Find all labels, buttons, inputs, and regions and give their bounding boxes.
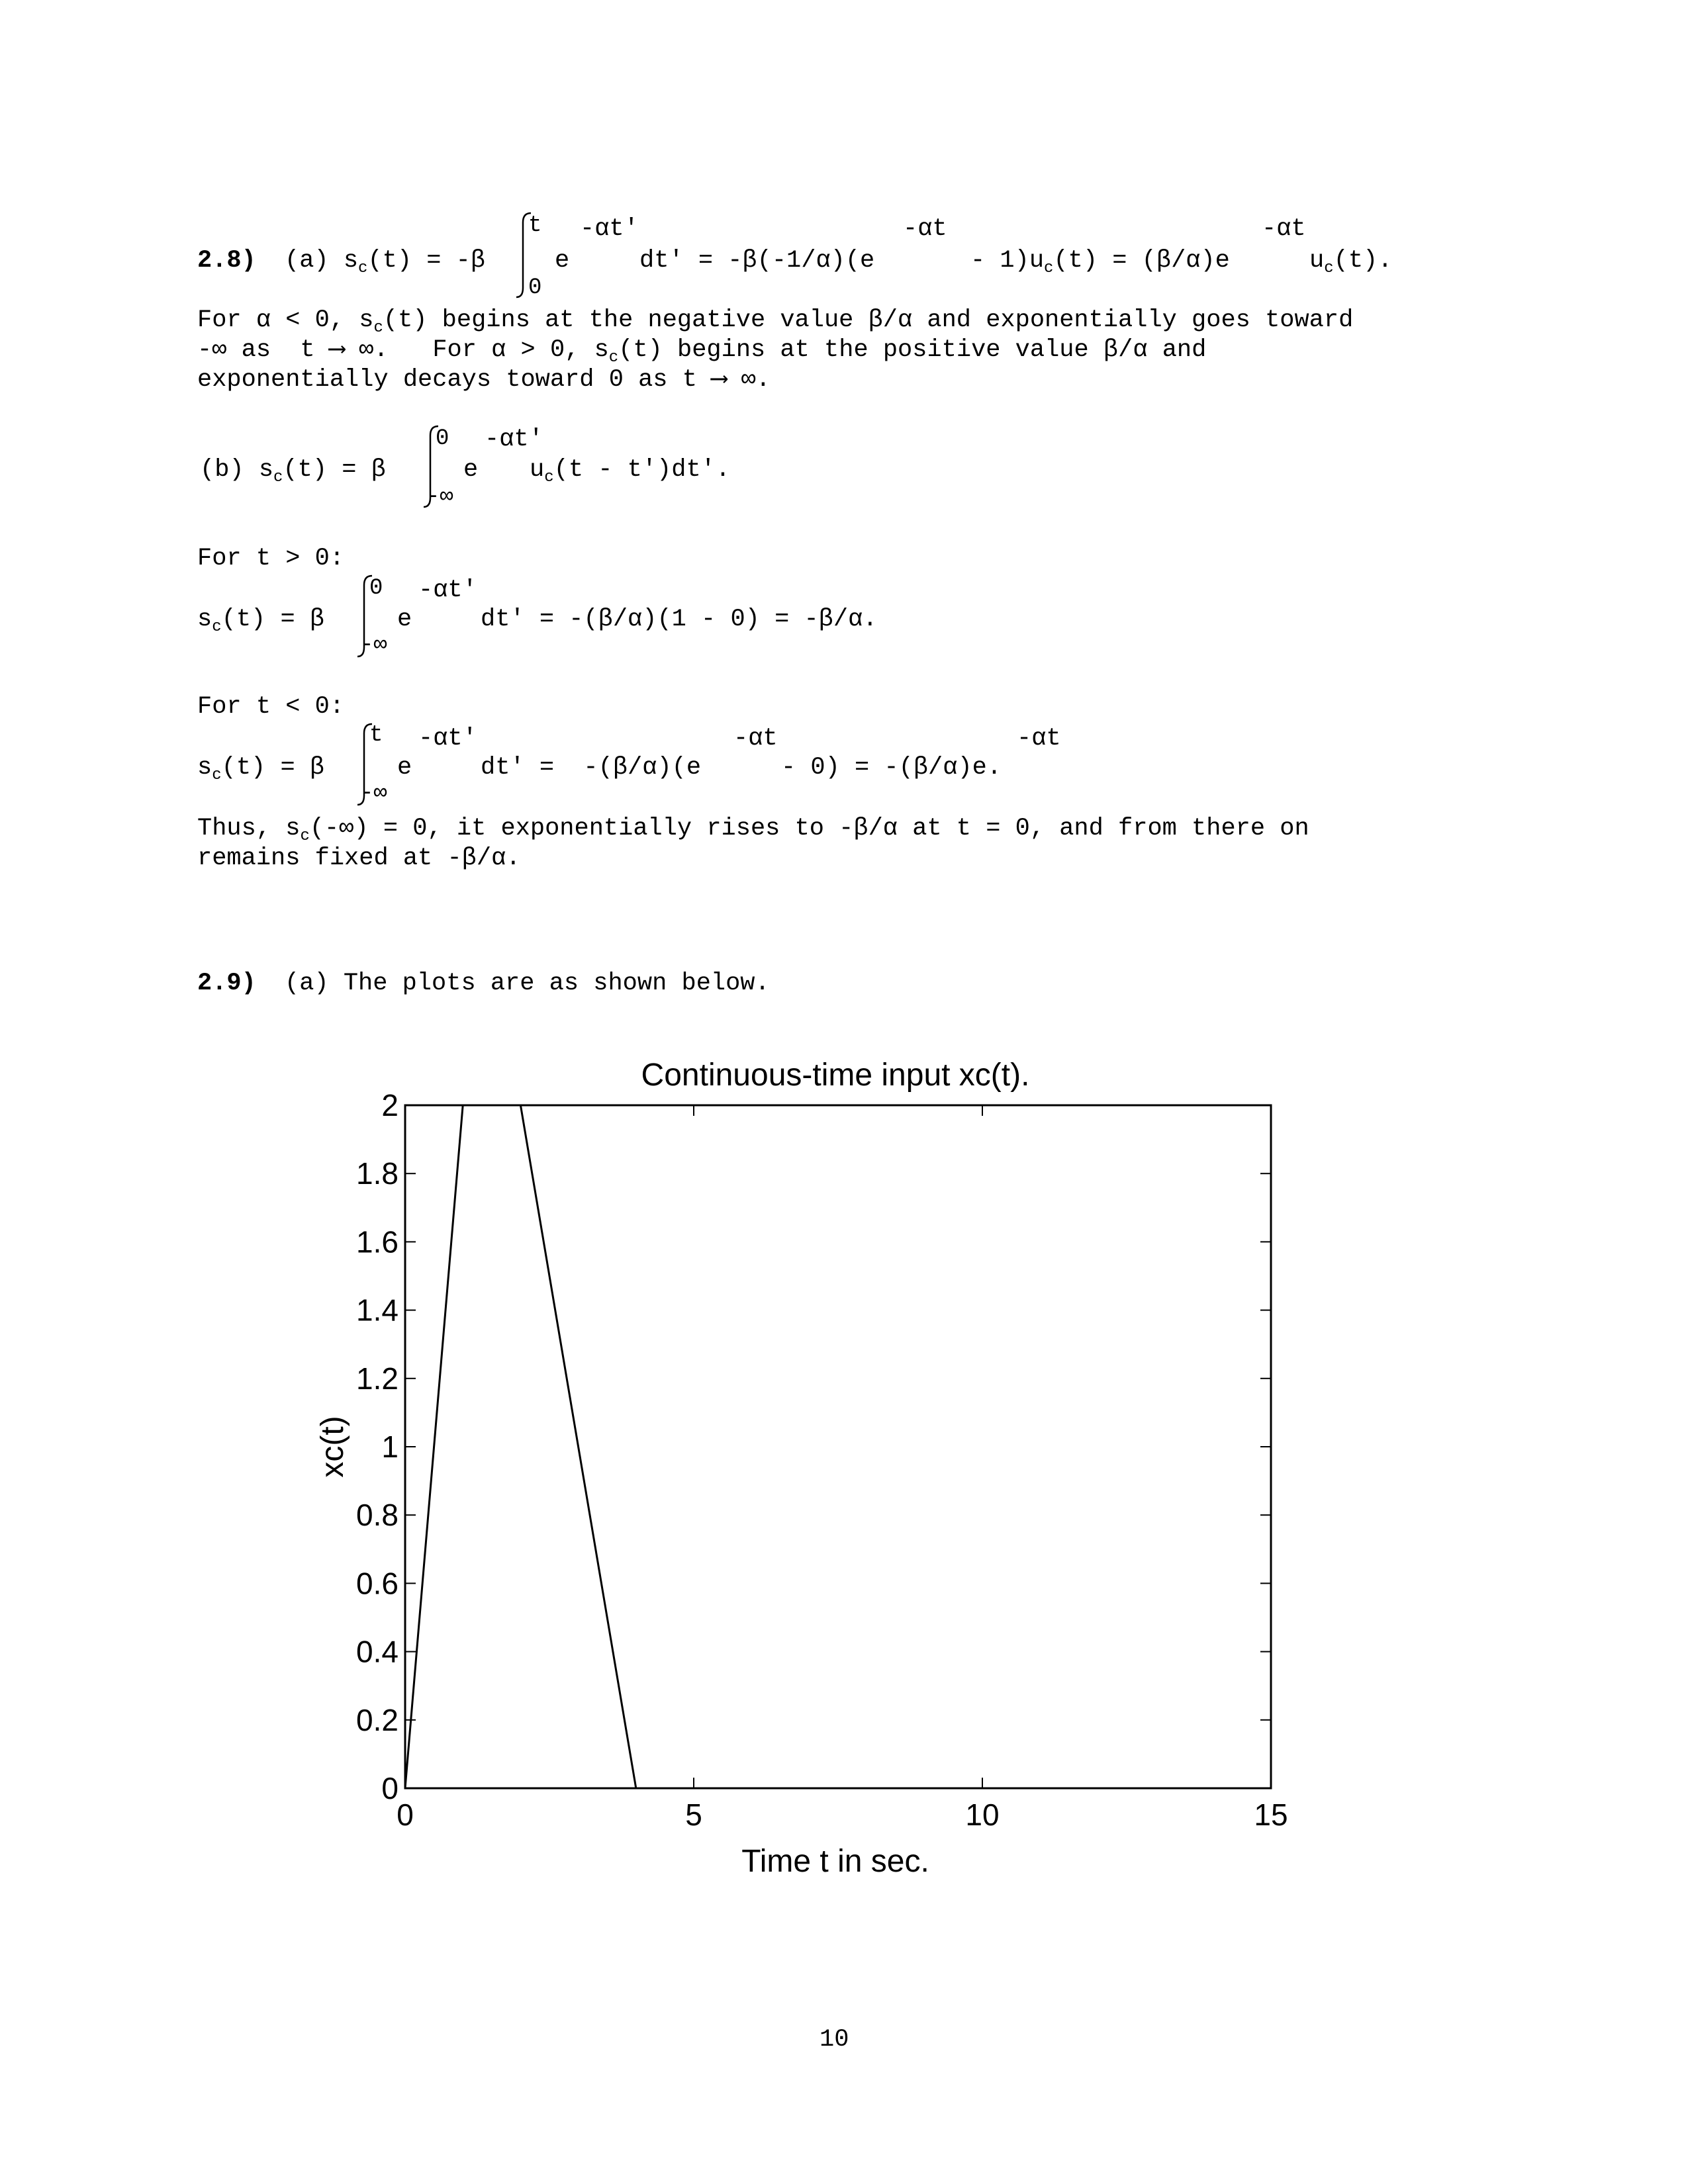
page-number: 10 [820,2026,849,2054]
y-tick-label: 0.6 [356,1566,399,1601]
case-heading: For t > 0: [197,545,345,572]
integral-lower-limit: -∞ [360,633,387,658]
exponent: -αt [1262,215,1306,243]
part-b-rest: $u_c(t - t')dt'$. [530,456,731,486]
y-tick-label: 2 [381,1088,399,1122]
x-tick-label: 10 [965,1797,1000,1832]
y-tick-label: 0 [381,1771,399,1805]
paragraph-line: Thus, $s_c(-\infty) = 0$, it exponentially rises to -β/α at t = 0, and from there on [197,815,1309,845]
y-tick-label: 0.4 [356,1634,399,1669]
case2-rest2: - 0) = -(β/α)e. [781,754,1002,782]
integral-lower-limit: -∞ [360,781,387,806]
exponent: -αt [733,725,778,752]
case2-lhs: $s_c(t) = \beta$ [197,754,325,784]
exp-base: e [555,247,570,275]
x-tick-label: 0 [397,1797,414,1832]
y-tick-label: 1.6 [356,1224,399,1259]
paragraph-line: For α < 0, $s_c(t)$ begins at the negative value β/α and exponentially goes toward [197,306,1354,337]
case1-rest: dt' = -(β/α)(1 - 0) = -β/α. [481,606,878,633]
paragraph-line: -∞ as t ⟶ ∞. For α > 0, $s_c(t)$ begins at the positive value β/α and [197,336,1207,367]
chart-title: Continuous-time input xc(t). [641,1058,1030,1093]
exp-base: e [463,456,479,484]
exponent: -αt' [418,576,477,604]
x-tick-label: 5 [685,1797,702,1832]
exponent: -αt [1017,725,1061,752]
integral-upper-limit: 0 [436,426,449,451]
exp-base: e [397,606,412,633]
part-a-mid2: - $1)u_c(t) = (\beta/\alpha)e$ [970,247,1230,277]
plot-frame [405,1105,1271,1788]
part-a-lhs: (a) $s_c(t) = -\beta$ [285,247,486,277]
paragraph-line: remains fixed at -β/α. [197,844,521,872]
exp-base: e [397,754,412,782]
exponent: -αt [903,215,947,243]
problem-2-9-text: (a) The plots are as shown below. [285,970,770,997]
series-line-xc [405,1105,1271,1788]
y-tick-label: 1.8 [356,1156,399,1191]
problem-number-2-8: 2.8) [197,247,256,275]
case2-rest: dt' = -(β/α)(e [481,754,702,782]
y-tick-label: 1.2 [356,1361,399,1396]
part-a-end: $u_c(t)$. [1309,247,1393,277]
y-tick-label: 1.4 [356,1293,399,1328]
case-heading: For t < 0: [197,693,345,721]
integral-upper-limit: t [528,213,542,238]
exponent: -αt' [485,426,543,453]
integral-upper-limit: 0 [369,576,383,601]
paragraph-line: exponentially decays toward 0 as t ⟶ ∞. [197,366,771,394]
exponent: -αt' [418,725,477,752]
y-tick-label: 1 [381,1430,399,1464]
exponent: -αt' [580,215,639,243]
part-b-lhs: (b) $s_c(t) = \beta$ [200,456,386,486]
integral-lower-limit: -∞ [426,484,453,510]
y-tick-label: 0.2 [356,1702,399,1737]
integral-upper-limit: t [369,723,383,748]
part-a-mid: dt' = -β(-1/α)(e [639,247,875,275]
case1-lhs: $s_c(t) = \beta$ [197,606,325,636]
integral-lower-limit: 0 [528,275,542,300]
y-tick-label: 0.8 [356,1498,399,1533]
problem-number-2-9: 2.9) [197,970,256,997]
x-tick-label: 15 [1254,1797,1288,1832]
x-axis-label: Time t in sec. [741,1844,929,1879]
y-axis-label: xc(t) [315,1416,350,1478]
